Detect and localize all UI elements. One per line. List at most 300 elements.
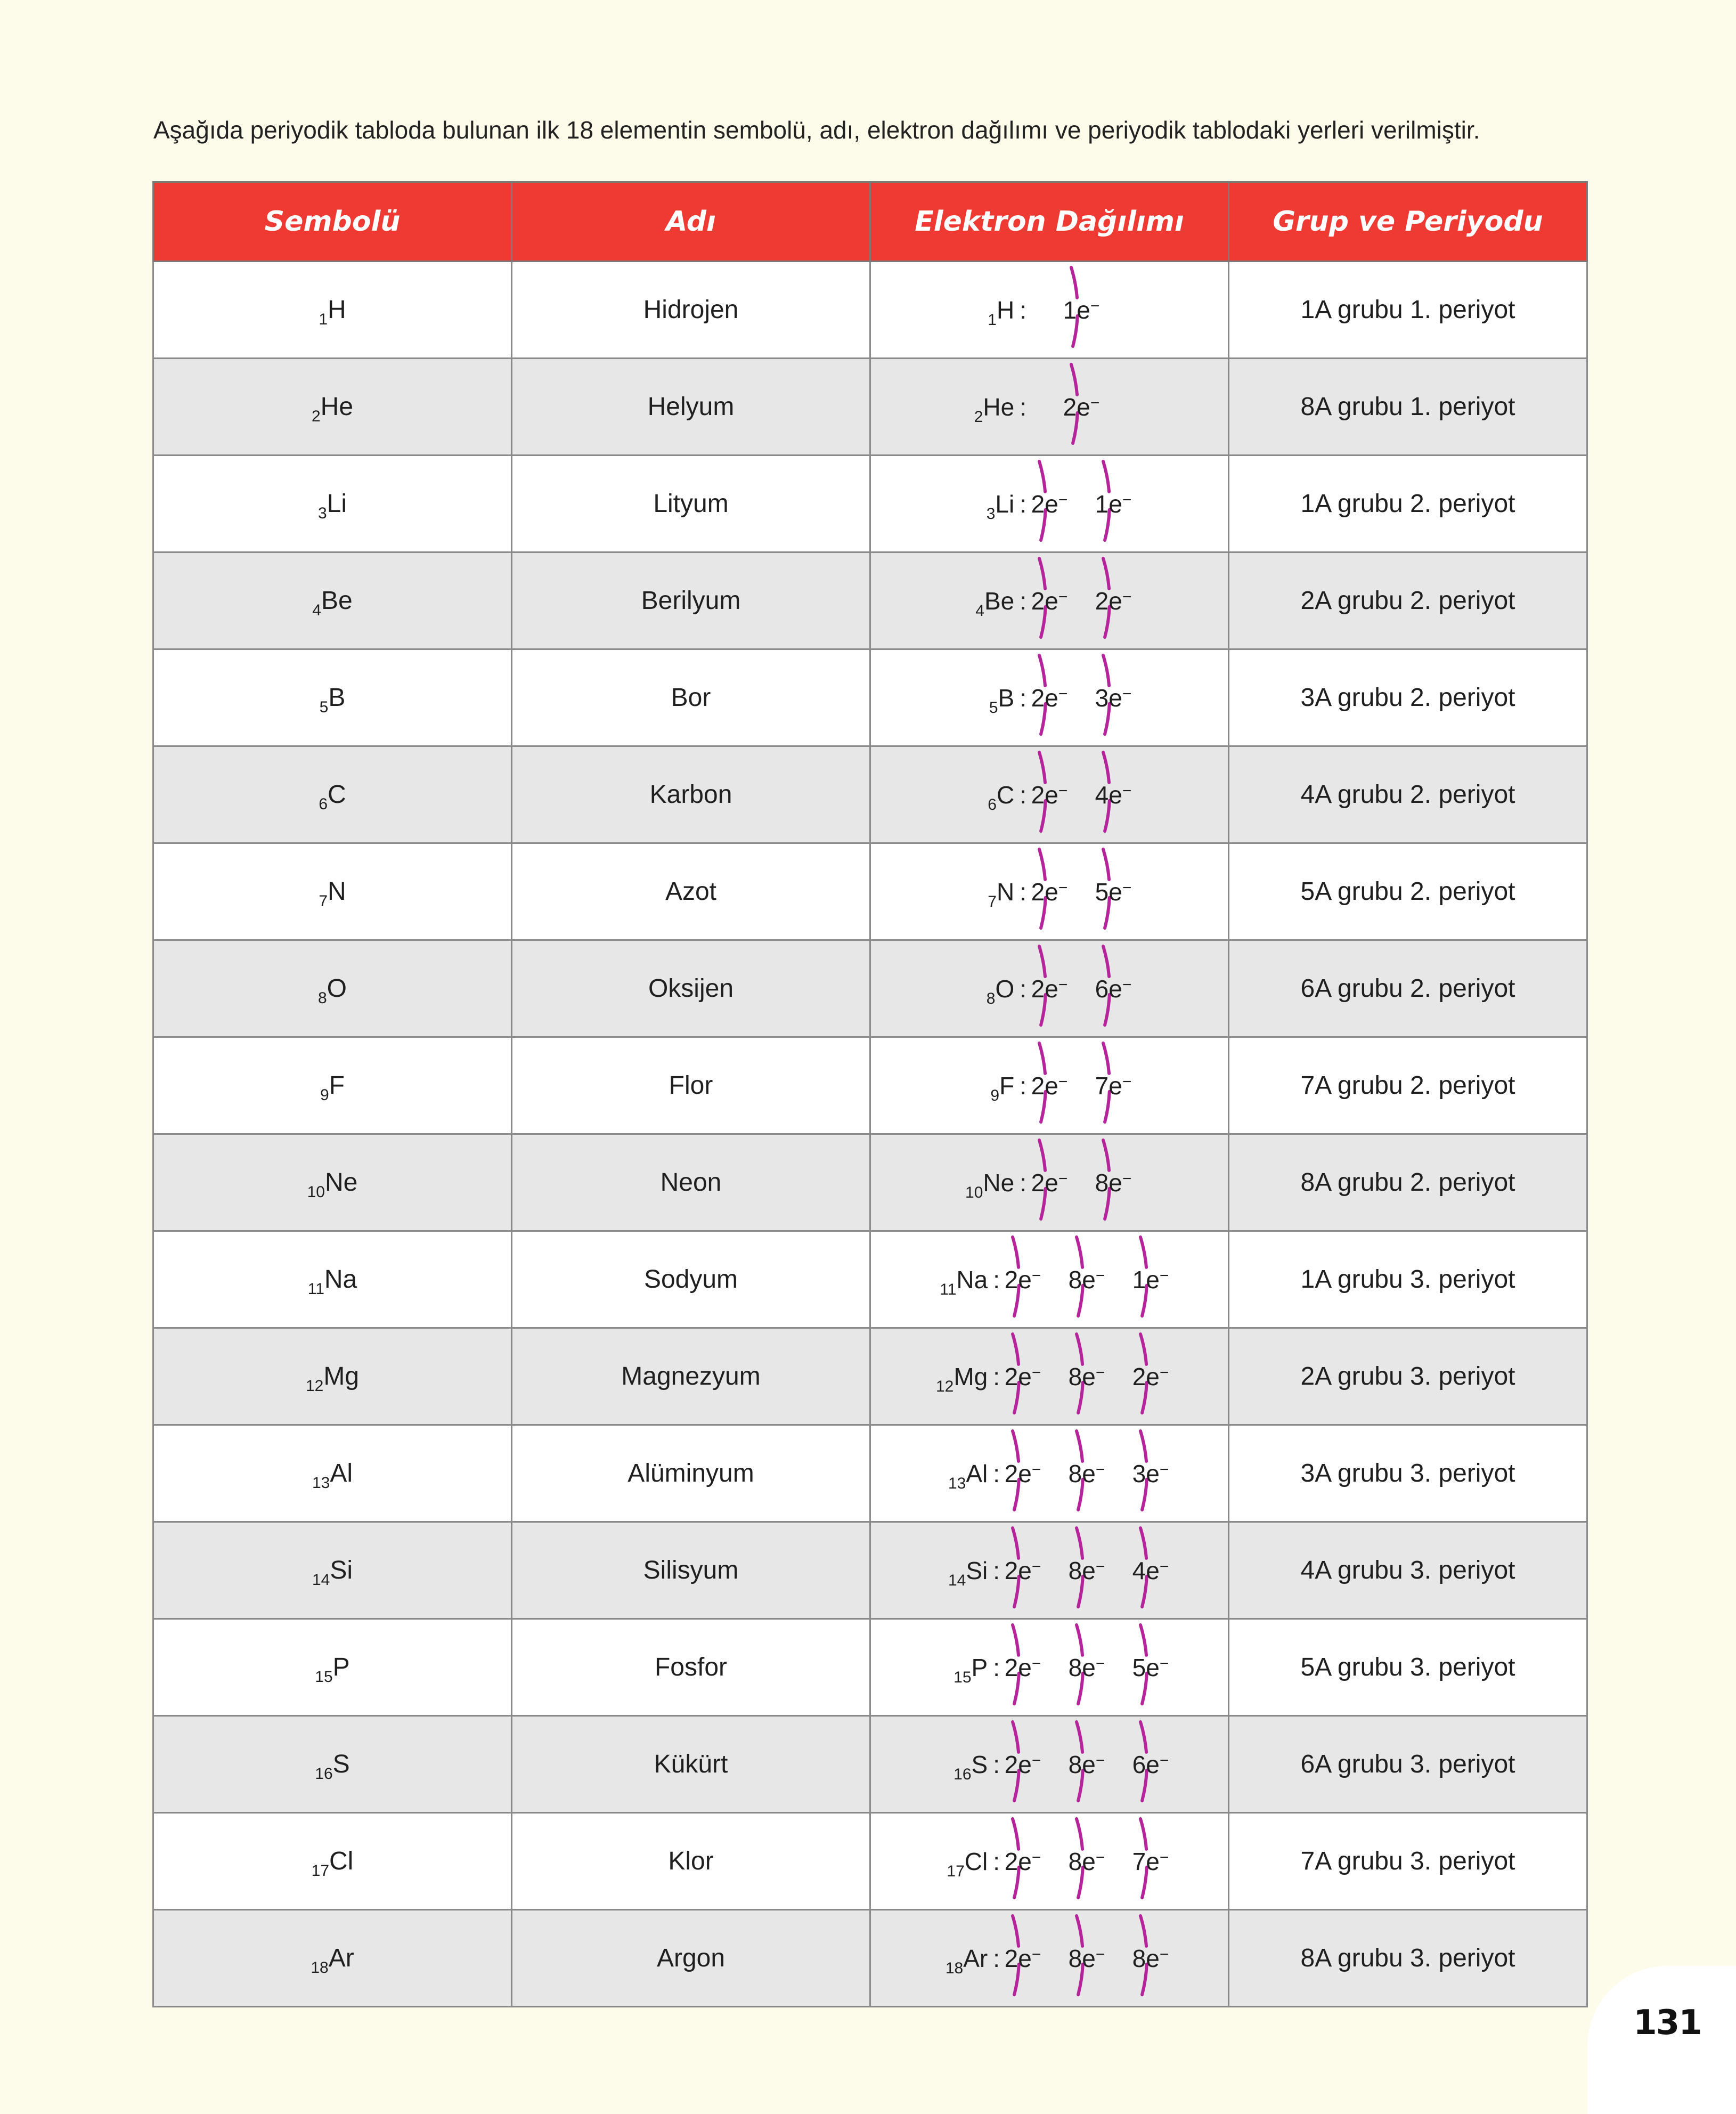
- atomic-number: 12: [305, 1377, 324, 1395]
- shell-electrons: [1031, 974, 1068, 1003]
- table-row: [153, 1231, 1587, 1328]
- shell-electrons: [1132, 1362, 1169, 1391]
- group-period: 4A grubu 3. periyot: [1229, 1522, 1587, 1619]
- element-name: Helyum: [512, 359, 870, 456]
- shell-electrons: [1005, 1556, 1041, 1585]
- symbol-text: Al: [966, 1459, 988, 1487]
- shell-electrons: [1069, 1653, 1105, 1682]
- symbol-text: Ar: [963, 1944, 988, 1972]
- shell-count: 2e: [1004, 1847, 1032, 1875]
- symbol-cell: [153, 456, 512, 552]
- group-period: 1A grubu 3. periyot: [1229, 1231, 1587, 1328]
- colon: :: [1020, 393, 1026, 421]
- electron-distribution-cell: [870, 746, 1229, 843]
- group-period: 7A grubu 3. periyot: [1229, 1813, 1587, 1910]
- element-symbol: [319, 877, 346, 910]
- charge-sign: −: [1031, 1945, 1041, 1963]
- symbol-text: Mg: [323, 1362, 360, 1391]
- group-period: 6A grubu 3. periyot: [1229, 1716, 1587, 1813]
- atomic-number: 10: [965, 1183, 983, 1201]
- atomic-number: 9: [990, 1086, 1000, 1104]
- symbol-text: Ne: [325, 1168, 358, 1197]
- table-row: [153, 1910, 1587, 2007]
- group-period: 7A grubu 2. periyot: [1229, 1037, 1587, 1134]
- element-symbol: [311, 1847, 354, 1880]
- charge-sign: −: [1095, 1557, 1105, 1575]
- electron-distribution-cell: [870, 1425, 1229, 1522]
- symbol-text: Li: [327, 490, 347, 518]
- shell-count: 2e: [1095, 587, 1122, 615]
- shell-electrons: [1132, 1653, 1169, 1682]
- table-row: [153, 940, 1587, 1037]
- shell-count: 8e: [1068, 1362, 1096, 1391]
- atomic-number: 1: [319, 311, 328, 328]
- charge-sign: −: [1122, 782, 1132, 800]
- element-name: Silisyum: [512, 1522, 870, 1619]
- charge-sign: −: [1031, 1848, 1041, 1866]
- symbol-text: Mg: [953, 1362, 988, 1391]
- charge-sign: −: [1090, 297, 1100, 315]
- shell-electrons: [1069, 1556, 1105, 1585]
- shell-count: 8e: [1068, 1459, 1096, 1487]
- table-row: [153, 456, 1587, 552]
- symbol-text: O: [327, 974, 347, 1003]
- element-symbol: [319, 295, 346, 328]
- symbol-cell: [153, 940, 512, 1037]
- element-name: Flor: [512, 1037, 870, 1134]
- charge-sign: −: [1159, 1751, 1169, 1769]
- element-symbol: [307, 1265, 357, 1298]
- shell-electrons: [1005, 1362, 1041, 1391]
- shell-count: 2e: [1132, 1362, 1160, 1391]
- distribution-symbol: [953, 1750, 1000, 1783]
- symbol-text: O: [995, 974, 1015, 1003]
- symbol-text: Na: [956, 1265, 988, 1294]
- shell-count: 8e: [1068, 1750, 1096, 1778]
- symbol-text: Si: [330, 1556, 353, 1584]
- element-name: Bor: [512, 649, 870, 746]
- charge-sign: −: [1058, 975, 1068, 994]
- shell-count: 2e: [1004, 1944, 1032, 1972]
- shell-electrons: [1095, 974, 1132, 1003]
- distribution-symbol: [990, 1071, 1026, 1104]
- colon: :: [1020, 296, 1026, 324]
- distribution-symbol: [988, 877, 1026, 910]
- charge-sign: −: [1031, 1266, 1041, 1284]
- distribution-symbol: [945, 1944, 1000, 1977]
- group-period: 3A grubu 2. periyot: [1229, 649, 1587, 746]
- charge-sign: −: [1031, 1654, 1041, 1672]
- shell-electrons: [1005, 1750, 1041, 1779]
- colon: :: [1020, 587, 1026, 615]
- element-symbol: [317, 489, 347, 522]
- shell-electrons: [1005, 1265, 1041, 1294]
- table-row: [153, 1716, 1587, 1813]
- atomic-number: 18: [311, 1959, 329, 1977]
- shell-electrons: [1132, 1750, 1169, 1779]
- shell-count: 2e: [1004, 1362, 1032, 1391]
- table-body: [153, 262, 1587, 2007]
- atomic-number: 14: [948, 1571, 966, 1589]
- shell-electrons: [1132, 1459, 1169, 1488]
- shell-count: 2e: [1004, 1265, 1032, 1294]
- shell-count: 2e: [1031, 684, 1058, 712]
- table-row: [153, 746, 1587, 843]
- element-name: Klor: [512, 1813, 870, 1910]
- charge-sign: −: [1095, 1751, 1105, 1769]
- colon: :: [1020, 1071, 1026, 1100]
- shell-count: 2e: [1004, 1459, 1032, 1487]
- symbol-cell: [153, 359, 512, 456]
- charge-sign: −: [1058, 685, 1068, 703]
- element-name: Fosfor: [512, 1619, 870, 1716]
- shell-count: 1e: [1095, 490, 1122, 518]
- shell-electrons: [1005, 1944, 1041, 1973]
- shell-electrons: [1005, 1653, 1041, 1682]
- element-name: Alüminyum: [512, 1425, 870, 1522]
- electron-distribution-cell: [870, 940, 1229, 1037]
- shell-electrons: [1095, 684, 1132, 712]
- symbol-text: Ne: [983, 1168, 1015, 1197]
- shell-count: 2e: [1004, 1653, 1032, 1681]
- element-name: Karbon: [512, 746, 870, 843]
- symbol-text: Be: [321, 587, 353, 615]
- symbol-cell: [153, 1134, 512, 1231]
- shell-count: 4e: [1132, 1556, 1160, 1584]
- element-symbol: [319, 683, 346, 716]
- shell-count: 2e: [1031, 877, 1058, 906]
- shell-electrons: [1132, 1556, 1169, 1585]
- header-name: Adı: [512, 182, 870, 262]
- group-period: 8A grubu 1. periyot: [1229, 359, 1587, 456]
- symbol-cell: [153, 649, 512, 746]
- colon: :: [1020, 490, 1026, 518]
- group-period: 6A grubu 2. periyot: [1229, 940, 1587, 1037]
- electron-distribution-cell: [870, 1910, 1229, 2007]
- shell-electrons: [1069, 1750, 1105, 1779]
- atomic-number: 17: [311, 1862, 330, 1880]
- table-header-row: [153, 182, 1587, 262]
- colon: :: [993, 1653, 1000, 1681]
- charge-sign: −: [1031, 1557, 1041, 1575]
- electron-distribution-cell: [870, 1619, 1229, 1716]
- group-period: 3A grubu 3. periyot: [1229, 1425, 1587, 1522]
- symbol-cell: [153, 1037, 512, 1134]
- shell-electrons: [1069, 1847, 1105, 1876]
- charge-sign: −: [1095, 1363, 1105, 1381]
- atomic-number: 3: [986, 505, 996, 523]
- atomic-number: 16: [953, 1765, 972, 1783]
- atomic-number: 1: [988, 311, 997, 329]
- symbol-text: Ar: [328, 1944, 354, 1972]
- table-row: [153, 1328, 1587, 1425]
- electron-distribution-cell: [870, 1328, 1229, 1425]
- symbol-text: N: [996, 877, 1015, 906]
- electron-distribution-cell: [870, 649, 1229, 746]
- distribution-symbol: [988, 296, 1026, 329]
- symbol-text: He: [320, 393, 354, 421]
- atomic-number: 5: [989, 698, 998, 717]
- charge-sign: −: [1058, 1072, 1068, 1091]
- shell-electrons: [1005, 1459, 1041, 1488]
- atomic-number: 8: [986, 989, 996, 1007]
- colon: :: [1020, 780, 1026, 809]
- element-symbol: [307, 1168, 358, 1201]
- symbol-text: Si: [966, 1556, 988, 1584]
- element-name: Berilyum: [512, 552, 870, 649]
- group-period: 5A grubu 3. periyot: [1229, 1619, 1587, 1716]
- charge-sign: −: [1159, 1848, 1169, 1866]
- group-period: 1A grubu 2. periyot: [1229, 456, 1587, 552]
- symbol-text: Cl: [964, 1847, 988, 1875]
- element-name: Kükürt: [512, 1716, 870, 1813]
- symbol-text: P: [332, 1653, 350, 1681]
- colon: :: [993, 1750, 1000, 1778]
- charge-sign: −: [1058, 879, 1068, 897]
- table-row: [153, 1134, 1587, 1231]
- atomic-number: 8: [317, 989, 327, 1007]
- symbol-cell: [153, 843, 512, 940]
- element-name: Neon: [512, 1134, 870, 1231]
- symbol-text: C: [328, 780, 346, 809]
- colon: :: [1020, 684, 1026, 712]
- shell-electrons: [1031, 877, 1068, 906]
- distribution-symbol: [953, 1653, 1000, 1686]
- distribution-symbol: [948, 1556, 1000, 1589]
- table-row: [153, 1037, 1587, 1134]
- shell-count: 2e: [1063, 393, 1090, 421]
- shell-count: 8e: [1068, 1653, 1096, 1681]
- electron-distribution-cell: [870, 1134, 1229, 1231]
- shell-electrons: [1095, 490, 1132, 518]
- shell-electrons: [1095, 780, 1132, 809]
- symbol-text: B: [998, 684, 1015, 712]
- atomic-number: 13: [948, 1474, 966, 1492]
- charge-sign: −: [1122, 1072, 1132, 1091]
- charge-sign: −: [1095, 1945, 1105, 1963]
- symbol-text: P: [971, 1653, 988, 1681]
- electron-distribution-cell: [870, 1231, 1229, 1328]
- shell-count: 2e: [1031, 780, 1058, 809]
- shell-count: 8e: [1068, 1847, 1096, 1875]
- symbol-text: H: [996, 296, 1015, 324]
- charge-sign: −: [1159, 1945, 1169, 1963]
- charge-sign: −: [1122, 975, 1132, 994]
- element-symbol: [312, 1556, 353, 1589]
- shell-count: 8e: [1068, 1556, 1096, 1584]
- shell-count: 1e: [1063, 296, 1090, 324]
- group-period: 4A grubu 2. periyot: [1229, 746, 1587, 843]
- group-period: 8A grubu 2. periyot: [1229, 1134, 1587, 1231]
- distribution-symbol: [935, 1362, 1000, 1395]
- symbol-text: Al: [330, 1459, 353, 1487]
- shell-count: 2e: [1004, 1556, 1032, 1584]
- shell-count: 1e: [1132, 1265, 1160, 1294]
- element-symbol: [315, 1750, 350, 1783]
- charge-sign: −: [1159, 1266, 1169, 1284]
- charge-sign: −: [1122, 879, 1132, 897]
- atomic-number: 6: [319, 795, 328, 813]
- atomic-number: 9: [320, 1086, 329, 1104]
- symbol-text: F: [329, 1071, 345, 1100]
- element-symbol: [317, 974, 347, 1007]
- group-period: 1A grubu 1. periyot: [1229, 262, 1587, 359]
- element-symbol: [312, 586, 353, 619]
- header-electron-distribution: Elektron Dağılımı: [870, 182, 1229, 262]
- element-name: Azot: [512, 843, 870, 940]
- element-symbol: [320, 1071, 345, 1104]
- element-symbol: [319, 780, 346, 813]
- electron-distribution-cell: [870, 1522, 1229, 1619]
- shell-electrons: [1069, 1459, 1105, 1488]
- charge-sign: −: [1095, 1460, 1105, 1478]
- symbol-cell: [153, 1813, 512, 1910]
- shell-count: 8e: [1068, 1944, 1096, 1972]
- shell-electrons: [1069, 1944, 1105, 1973]
- shell-electrons: [1031, 1071, 1068, 1100]
- symbol-cell: [153, 1716, 512, 1813]
- element-symbol: [305, 1362, 360, 1395]
- atomic-number: 12: [935, 1377, 954, 1395]
- symbol-cell: [153, 746, 512, 843]
- shell-count: 5e: [1132, 1653, 1160, 1681]
- symbol-cell: [153, 1522, 512, 1619]
- charge-sign: −: [1159, 1654, 1169, 1672]
- symbol-text: H: [328, 296, 346, 324]
- colon: :: [993, 1459, 1000, 1487]
- element-name: Hidrojen: [512, 262, 870, 359]
- distribution-symbol: [986, 490, 1026, 523]
- table-row: [153, 262, 1587, 359]
- electron-distribution-cell: [870, 1716, 1229, 1813]
- shell-count: 6e: [1095, 974, 1122, 1003]
- charge-sign: −: [1058, 782, 1068, 800]
- table-row: [153, 843, 1587, 940]
- symbol-cell: [153, 1425, 512, 1522]
- table-row: [153, 1813, 1587, 1910]
- shell-electrons: [1005, 1847, 1041, 1876]
- shell-count: 8e: [1095, 1168, 1122, 1197]
- colon: :: [993, 1265, 1000, 1294]
- charge-sign: −: [1031, 1363, 1041, 1381]
- charge-sign: −: [1031, 1751, 1041, 1769]
- table-row: [153, 649, 1587, 746]
- shell-count: 3e: [1132, 1459, 1160, 1487]
- colon: :: [1020, 974, 1026, 1003]
- atomic-number: 18: [945, 1959, 964, 1977]
- charge-sign: −: [1095, 1848, 1105, 1866]
- symbol-cell: [153, 262, 512, 359]
- charge-sign: −: [1122, 491, 1132, 509]
- symbol-text: Na: [324, 1265, 357, 1294]
- charge-sign: −: [1031, 1460, 1041, 1478]
- table-row: [153, 552, 1587, 649]
- charge-sign: −: [1159, 1557, 1169, 1575]
- electron-distribution-cell: [870, 456, 1229, 552]
- element-name: Oksijen: [512, 940, 870, 1037]
- colon: :: [993, 1362, 1000, 1391]
- elements-table: [152, 181, 1588, 2007]
- charge-sign: −: [1159, 1460, 1169, 1478]
- shell-count: 2e: [1031, 1071, 1058, 1100]
- atomic-number: 3: [317, 505, 327, 522]
- atomic-number: 10: [307, 1183, 325, 1201]
- distribution-symbol: [986, 974, 1026, 1007]
- atomic-number: 15: [315, 1668, 333, 1686]
- shell-electrons: [1031, 1168, 1068, 1197]
- shell-electrons: [1095, 587, 1132, 615]
- shell-electrons: [1095, 1168, 1132, 1197]
- table-row: [153, 1425, 1587, 1522]
- element-name: Magnezyum: [512, 1328, 870, 1425]
- electron-distribution-cell: [870, 262, 1229, 359]
- symbol-cell: [153, 1910, 512, 2007]
- atomic-number: 17: [947, 1862, 965, 1880]
- shell-count: 8e: [1068, 1265, 1096, 1294]
- table-row: [153, 1522, 1587, 1619]
- shell-count: 6e: [1132, 1750, 1160, 1778]
- electron-distribution-cell: [870, 1037, 1229, 1134]
- distribution-symbol: [940, 1265, 1000, 1298]
- distribution-symbol: [965, 1168, 1026, 1201]
- charge-sign: −: [1090, 394, 1100, 412]
- atomic-number: 7: [319, 892, 328, 910]
- table-row: [153, 1619, 1587, 1716]
- page-number: 131: [1633, 2003, 1701, 2043]
- charge-sign: −: [1095, 1654, 1105, 1672]
- atomic-number: 11: [940, 1280, 957, 1298]
- charge-sign: −: [1122, 685, 1132, 703]
- group-period: 8A grubu 3. periyot: [1229, 1910, 1587, 2007]
- atomic-number: 7: [988, 892, 997, 910]
- symbol-text: N: [328, 877, 346, 906]
- atomic-number: 4: [312, 601, 321, 619]
- charge-sign: −: [1058, 588, 1068, 606]
- intro-text: Aşağıda periyodik tabloda bulunan ilk 18 elementin sembolü, adı, elektron dağılımı ve periyodik tablodaki yerleri verilmiştir.: [153, 116, 1480, 144]
- charge-sign: −: [1122, 588, 1132, 606]
- element-name: Argon: [512, 1910, 870, 2007]
- shell-count: 2e: [1031, 1168, 1058, 1197]
- symbol-cell: [153, 1328, 512, 1425]
- symbol-cell: [153, 1231, 512, 1328]
- electron-distribution-cell: [870, 359, 1229, 456]
- symbol-text: F: [999, 1071, 1015, 1100]
- shell-electrons: [1132, 1265, 1169, 1294]
- shell-electrons: [1063, 393, 1100, 421]
- charge-sign: −: [1058, 491, 1068, 509]
- shell-count: 2e: [1031, 490, 1058, 518]
- atomic-number: 6: [988, 795, 997, 814]
- shell-electrons: [1069, 1362, 1105, 1391]
- atomic-number: 14: [312, 1571, 330, 1589]
- header-group-period: Grup ve Periyodu: [1229, 182, 1587, 262]
- element-symbol: [312, 1459, 353, 1492]
- shell-electrons: [1095, 877, 1132, 906]
- group-period: 2A grubu 2. periyot: [1229, 552, 1587, 649]
- element-symbol: [315, 1653, 350, 1686]
- shell-count: 8e: [1132, 1944, 1160, 1972]
- colon: :: [1020, 1168, 1026, 1197]
- electron-distribution-cell: [870, 843, 1229, 940]
- charge-sign: −: [1122, 1169, 1132, 1188]
- distribution-symbol: [947, 1847, 1000, 1880]
- charge-sign: −: [1159, 1363, 1169, 1381]
- symbol-text: C: [996, 780, 1015, 809]
- colon: :: [993, 1847, 1000, 1875]
- symbol-text: S: [971, 1750, 988, 1778]
- distribution-symbol: [989, 684, 1026, 717]
- symbol-text: Cl: [329, 1847, 354, 1875]
